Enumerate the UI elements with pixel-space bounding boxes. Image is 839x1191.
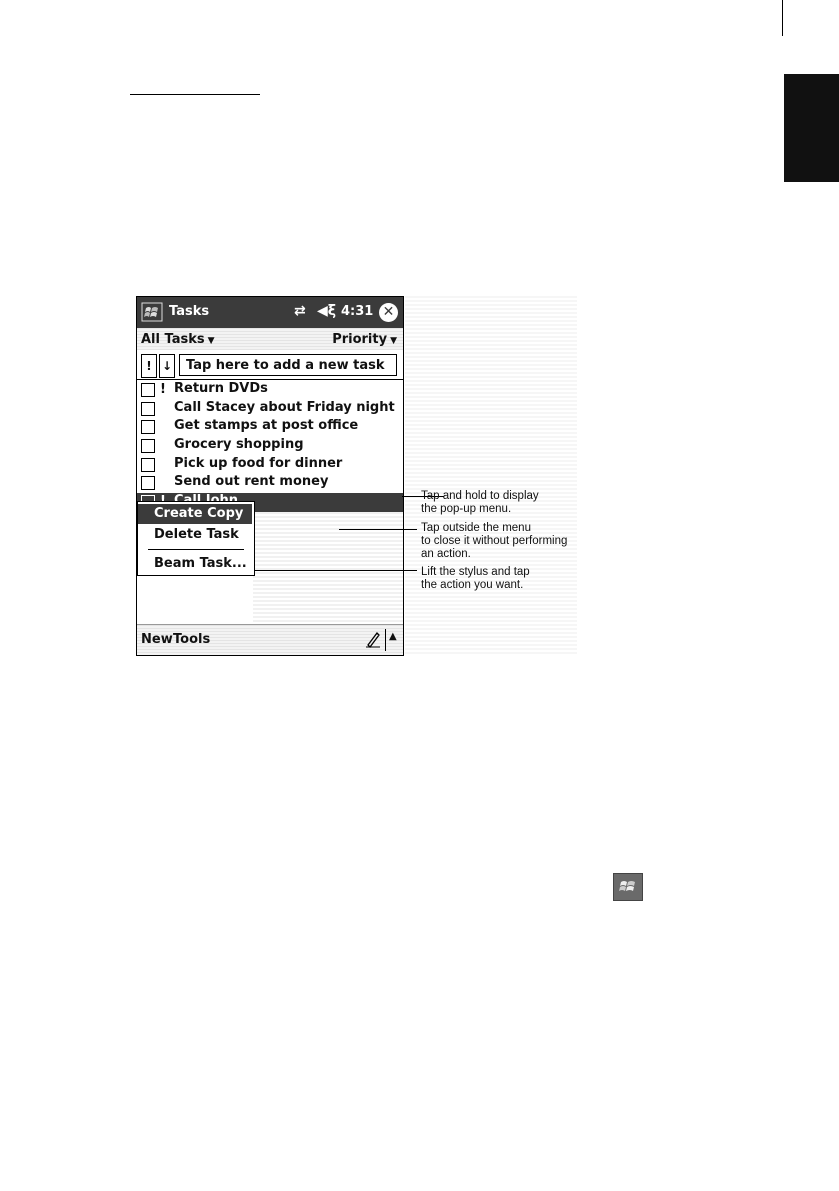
task-label: Return DVDs <box>174 381 268 396</box>
app-title: Tasks <box>169 304 210 319</box>
task-label: Call Stacey about Friday night <box>174 399 395 415</box>
callout-text-line: the action you want. <box>421 579 524 591</box>
task-row[interactable] <box>137 381 403 400</box>
trim-line <box>782 0 783 36</box>
speaker-icon[interactable]: ◀ξ <box>317 303 337 319</box>
task-row[interactable] <box>137 418 403 437</box>
popup-menu <box>137 501 255 576</box>
callout-outside <box>421 522 567 561</box>
category-filter-label: All Tasks <box>141 332 205 347</box>
callout-lift <box>421 566 530 592</box>
priority-button[interactable]: ! <box>141 354 157 378</box>
task-row[interactable] <box>137 474 403 493</box>
menu-item-beam-task[interactable] <box>138 554 252 574</box>
clock[interactable]: 4:31 <box>341 304 374 319</box>
menu-item-label: Create Copy <box>154 506 244 521</box>
task-row[interactable] <box>137 400 403 419</box>
task-row[interactable] <box>137 456 403 475</box>
task-checkbox[interactable] <box>141 458 155 472</box>
chevron-down-icon: ▼ <box>207 336 215 346</box>
entry-bar <box>137 350 403 378</box>
menu-item-delete-task[interactable] <box>138 525 252 545</box>
pocket-pc-screen <box>136 296 404 656</box>
callout-text-line: Tap and hold to display <box>421 490 539 502</box>
divider <box>385 629 386 651</box>
task-label: Pick up food for dinner <box>174 455 343 471</box>
tools-menu[interactable]: Tools <box>173 632 211 647</box>
task-checkbox[interactable] <box>141 420 155 434</box>
new-task-input[interactable]: Tap here to add a new task <box>179 354 397 376</box>
windows-flag-icon[interactable] <box>141 302 163 322</box>
pen-icon[interactable] <box>365 630 381 648</box>
task-label: Send out rent money <box>174 474 329 490</box>
menu-item-create-copy[interactable] <box>138 504 252 524</box>
priority-indicator: ! <box>160 382 166 397</box>
sort-label: Priority <box>332 332 388 347</box>
callout-text-line: Tap outside the menu <box>421 522 531 534</box>
new-menu[interactable]: New <box>141 632 173 647</box>
callout-text-line: to close it without performing <box>421 535 568 547</box>
callout-hold <box>421 490 539 516</box>
callout-text-line: Lift the stylus and tap <box>421 566 530 578</box>
title-bar <box>137 297 403 328</box>
section-tab <box>784 74 839 182</box>
task-checkbox[interactable] <box>141 383 155 397</box>
task-checkbox[interactable] <box>141 439 155 453</box>
menu-divider <box>148 549 244 550</box>
heading-underline <box>130 94 260 95</box>
sync-arrows-icon[interactable]: ⇄ <box>294 303 306 319</box>
chevron-down-icon: ▼ <box>390 336 397 346</box>
callout-line <box>339 529 417 530</box>
menu-item-label: Delete Task <box>154 527 239 542</box>
task-row[interactable] <box>137 437 403 456</box>
task-label: Get stamps at post office <box>174 418 359 434</box>
callout-text-line: the pop-up menu. <box>421 503 512 515</box>
divider <box>137 379 403 380</box>
sort-dropdown[interactable] <box>332 332 397 347</box>
category-filter-dropdown[interactable] <box>141 332 215 347</box>
callout-line <box>253 570 417 571</box>
task-checkbox[interactable] <box>141 476 155 490</box>
menu-item-label: Beam Task... <box>154 556 247 571</box>
task-checkbox[interactable] <box>141 402 155 416</box>
filter-bar <box>137 328 403 350</box>
close-icon[interactable]: ✕ <box>379 303 398 322</box>
up-arrow-icon[interactable]: ▲ <box>389 631 397 642</box>
callout-text-line: an action. <box>421 548 471 560</box>
windows-flag-icon <box>613 873 643 901</box>
menu-bar <box>137 624 403 656</box>
figure-background <box>405 296 577 654</box>
task-list <box>137 381 403 512</box>
task-label: Grocery shopping <box>174 437 304 453</box>
sort-order-button[interactable]: ↓ <box>159 354 175 378</box>
